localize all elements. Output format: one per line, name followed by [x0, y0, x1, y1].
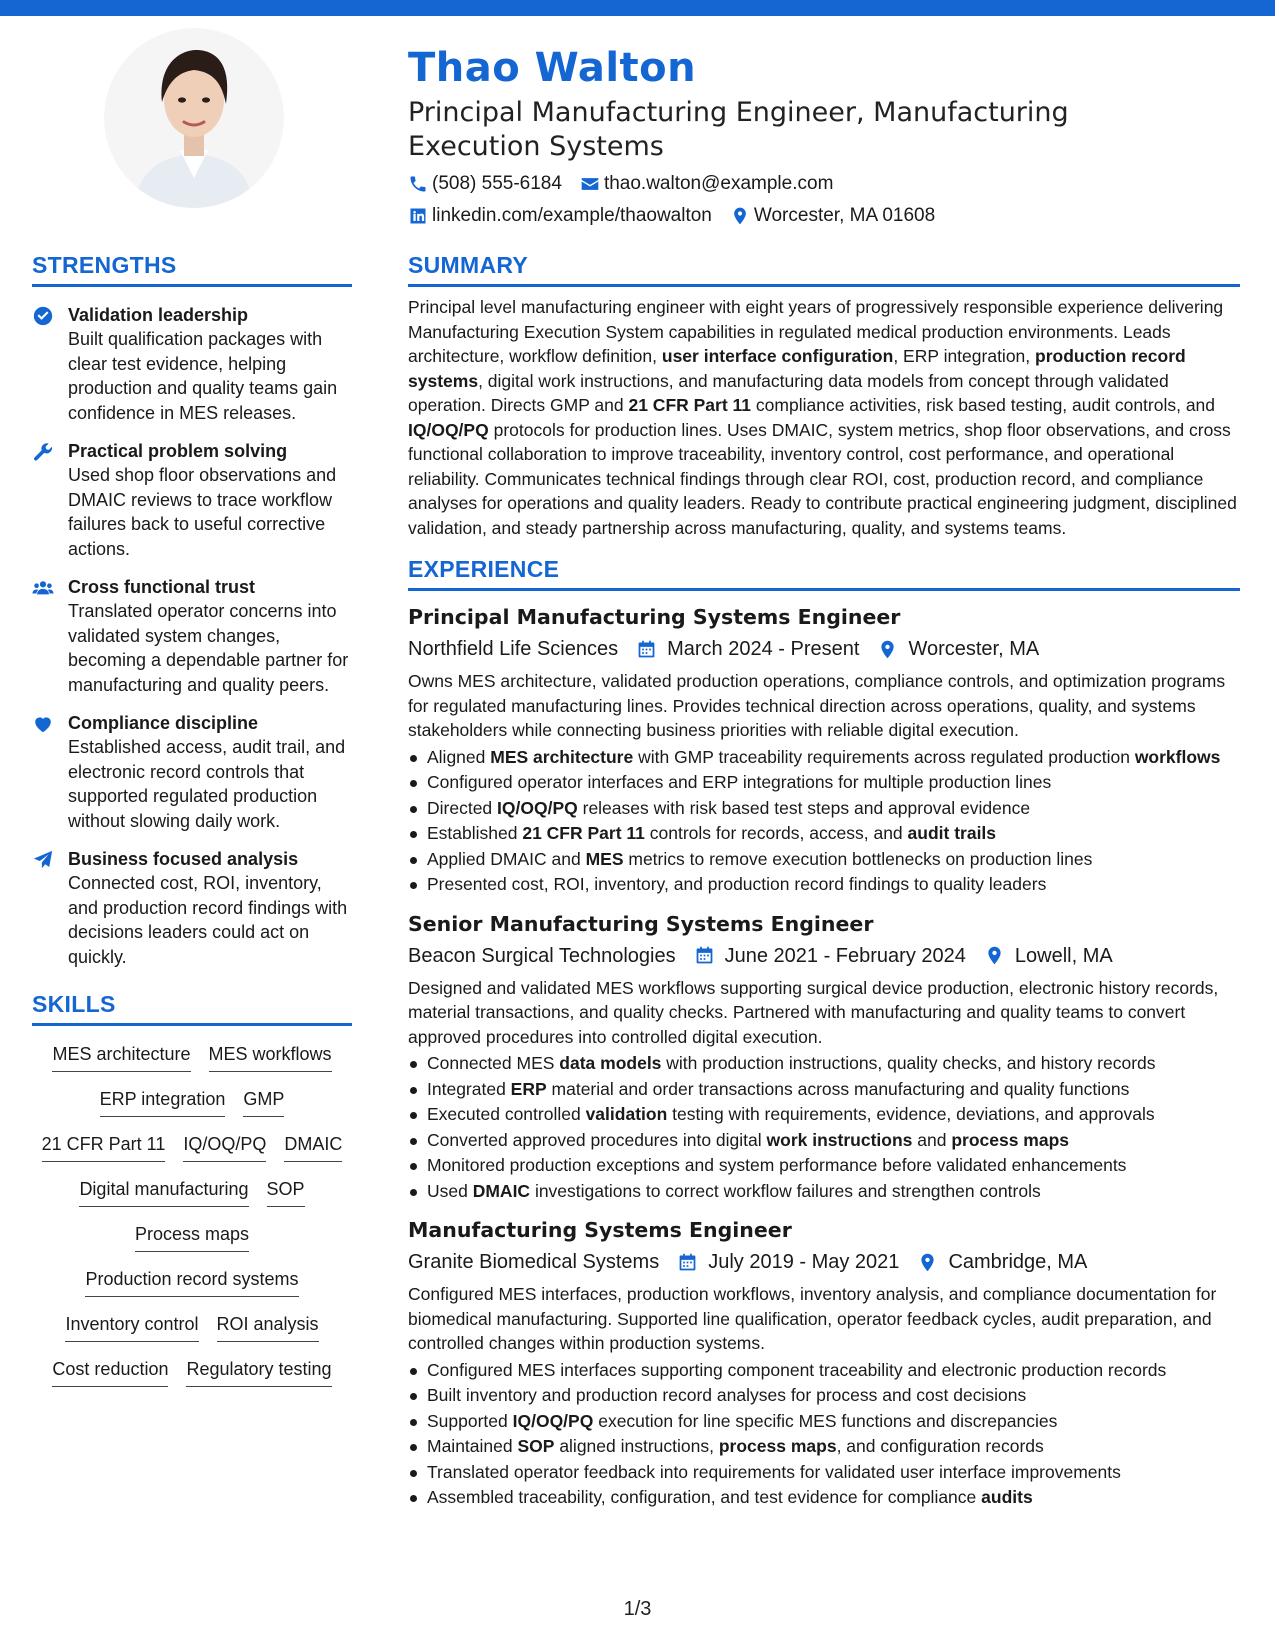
strength-item — [32, 303, 352, 425]
envelope-icon — [580, 174, 600, 194]
bullet-item — [408, 1358, 1240, 1384]
text-segment: Applied DMAIC and — [427, 848, 586, 869]
text-segment: investigations to correct workflow failures and strengthen controls — [530, 1180, 1041, 1201]
strength-title: Cross functional trust — [68, 577, 256, 597]
bullet-item — [408, 847, 1240, 873]
strength-body — [68, 439, 352, 561]
bold-text: production record systems — [408, 346, 1186, 391]
linkedin-contact[interactable] — [408, 205, 712, 227]
strength-title: Business focused analysis — [68, 849, 299, 869]
strength-icon-wrap — [32, 575, 68, 697]
text-segment: controls for records, access, and — [644, 823, 908, 843]
check-circle-icon — [32, 305, 54, 327]
strength-body — [68, 575, 352, 697]
text-segment: execution for line specific MES functions and discrepancies — [593, 1410, 1058, 1431]
strength-title: Compliance discipline — [68, 713, 259, 733]
bold-text: ERP — [510, 1078, 547, 1099]
strengths-list — [32, 303, 352, 969]
skill-tag: Regulatory testing — [186, 1355, 331, 1387]
bold-text: DMAIC — [472, 1180, 531, 1201]
strength-description: Used shop floor observations and DMAIC reviews to trace workflow failures back to useful corrective actions. — [68, 465, 337, 559]
text-segment: Directed — [427, 797, 498, 818]
text-segment: Supported — [427, 1410, 513, 1431]
job-dates — [694, 942, 966, 970]
bullet-item — [408, 1434, 1240, 1460]
text-segment: , ERP integration, — [893, 346, 1036, 366]
email-text: thao.walton@example.com — [603, 173, 834, 194]
strength-icon-wrap — [32, 439, 68, 561]
strength-icon-wrap — [32, 847, 68, 969]
text-segment: Integrated — [427, 1078, 511, 1099]
text-segment: Used — [427, 1180, 473, 1201]
text-segment: Executed controlled — [427, 1104, 586, 1124]
right-column — [408, 250, 1240, 1511]
strength-title: Validation leadership — [68, 305, 249, 325]
experience-list — [408, 603, 1240, 1511]
bold-text: validation — [585, 1104, 668, 1124]
strength-body — [68, 847, 352, 969]
strengths-heading: STRENGTHS — [32, 250, 352, 287]
text-segment: Assembled traceability, configuration, and test evidence for compliance — [427, 1487, 982, 1507]
job-company: Beacon Surgical Technologies — [408, 944, 676, 967]
page-indicator: 1/3 — [623, 1598, 652, 1620]
phone-text: (508) 555-6184 — [432, 173, 562, 194]
skill-tag: IQ/OQ/PQ — [183, 1130, 266, 1162]
job-dates — [677, 1248, 899, 1276]
calendar-icon — [636, 639, 657, 660]
text-segment: , and configuration records — [836, 1436, 1044, 1456]
bold-text: user interface configuration — [661, 346, 894, 366]
skill-tag: ERP integration — [100, 1085, 226, 1117]
map-pin-icon — [877, 639, 898, 660]
text-segment: testing with requirements, evidence, deviations, and approvals — [667, 1104, 1155, 1124]
resume-header — [408, 42, 1238, 228]
candidate-name: Thao Walton — [408, 45, 697, 91]
text-segment: metrics to remove execution bottlenecks on production lines — [623, 848, 1093, 869]
bold-text: work instructions — [766, 1129, 913, 1150]
text-segment: Aligned — [427, 746, 491, 767]
job-location-text: Worcester, MA — [908, 638, 1040, 660]
bold-text: workflows — [1134, 746, 1221, 767]
skill-tag: SOP — [267, 1175, 305, 1207]
skill-tag: MES architecture — [52, 1040, 190, 1072]
candidate-title: Principal Manufacturing Engineer, Manufacturing Execution Systems — [408, 97, 1069, 162]
job-description: Owns MES architecture, validated production operations, compliance controls, and optimization programs for regulated manufacturing lines. Provides technical direction across operations, quality, and systems stakeholders while connecting business priorities with reliable digital execution. — [408, 671, 1226, 740]
skill-tag: GMP — [243, 1085, 284, 1117]
bullet-item — [408, 796, 1240, 822]
strength-body — [68, 303, 352, 425]
top-accent-bar — [0, 0, 1275, 16]
text-segment: protocols for production lines. Uses DMAIC, system metrics, shop floor observations, and cross functional collaboration to improve traceability, inventory control, cost performance, and operational reliability. Communicates technical findings through clear ROI, cost, production record, and compliance analyses for operations and quality leaders. Ready to contribute practical engineering judgment, disciplined validation, and steady partnership across manufacturing, quality, and systems teams. — [408, 419, 1237, 538]
bullet-item — [408, 770, 1240, 796]
text-segment: Translated operator feedback into requirements for validated user interface improvements — [427, 1461, 1121, 1482]
text-segment: Connected MES — [427, 1053, 560, 1073]
text-segment: with GMP traceability requirements across regulated production — [633, 746, 1135, 767]
skill-tag: Inventory control — [65, 1310, 198, 1342]
text-segment: Monitored production exceptions and system performance before validated enhancements — [427, 1155, 1127, 1175]
skill-row — [32, 1310, 352, 1355]
users-icon — [32, 577, 54, 599]
strength-title: Practical problem solving — [68, 441, 288, 461]
bullet-item — [408, 1128, 1240, 1154]
location-contact — [730, 205, 935, 227]
bold-text: audits — [981, 1487, 1033, 1507]
job-bullets — [408, 1051, 1240, 1204]
bullet-item — [408, 745, 1240, 771]
skill-row — [32, 1130, 352, 1175]
text-segment: Presented cost, ROI, inventory, and production record findings to quality leaders — [427, 874, 1047, 894]
skill-tag: Process maps — [135, 1220, 249, 1252]
bullet-item — [408, 1077, 1240, 1103]
portrait-illustration — [104, 28, 284, 208]
bold-text: IQ/OQ/PQ — [408, 419, 489, 440]
location-text: Worcester, MA 01608 — [753, 205, 936, 226]
bold-text: process maps — [718, 1436, 837, 1456]
text-segment: Established — [427, 823, 523, 843]
job-title: Principal Manufacturing Systems Engineer — [408, 605, 901, 629]
strength-item — [32, 575, 352, 697]
job-location-text: Lowell, MA — [1014, 944, 1113, 967]
skill-row — [32, 1220, 352, 1265]
job-company: Northfield Life Sciences — [408, 638, 619, 660]
job-dates-text: March 2024 - Present — [667, 638, 860, 660]
job-location-text: Cambridge, MA — [948, 1251, 1088, 1273]
bold-text: audit trails — [907, 823, 997, 843]
paper-plane-icon — [32, 849, 54, 871]
strength-description: Built qualification packages with clear test evidence, helping production and quality teams gain confidence in MES releases. — [68, 329, 338, 423]
linkedin-text: linkedin.com/example/thaowalton — [432, 205, 712, 226]
job-location — [984, 942, 1113, 970]
job-meta — [408, 942, 1240, 970]
skill-tag: 21 CFR Part 11 — [42, 1130, 166, 1162]
skills-heading: SKILLS — [32, 989, 352, 1026]
bold-text: 21 CFR Part 11 — [628, 395, 752, 415]
text-segment: Configured MES interfaces supporting component traceability and electronic production records — [427, 1359, 1167, 1380]
strength-item — [32, 439, 352, 561]
skill-row — [32, 1085, 352, 1130]
bullet-item — [408, 1051, 1240, 1077]
phone-contact[interactable] — [408, 173, 562, 195]
text-segment: aligned instructions, — [554, 1436, 719, 1456]
heart-icon — [32, 713, 54, 735]
experience-heading: EXPERIENCE — [408, 554, 1240, 591]
bold-text: SOP — [517, 1436, 555, 1456]
strength-description: Connected cost, ROI, inventory, and production record findings with decisions leaders could act on quickly. — [68, 873, 348, 967]
job-dates-text: July 2019 - May 2021 — [708, 1251, 900, 1273]
strength-icon-wrap — [32, 303, 68, 425]
text-segment: Configured operator interfaces and ERP integrations for multiple production lines — [427, 772, 1052, 792]
strength-body — [68, 711, 352, 833]
strength-icon-wrap — [32, 711, 68, 833]
bold-text: MES — [585, 848, 624, 869]
text-segment: and — [912, 1129, 952, 1150]
contact-row-1 — [408, 172, 1238, 196]
bold-text: process maps — [951, 1129, 1070, 1150]
bullet-item — [408, 1485, 1240, 1511]
skill-row — [32, 1265, 352, 1310]
bold-text: IQ/OQ/PQ — [497, 797, 578, 818]
text-segment: compliance activities, risk based testing, audit controls, and — [751, 395, 1216, 415]
bold-text: 21 CFR Part 11 — [522, 823, 645, 843]
wrench-icon — [32, 441, 54, 463]
job-title: Senior Manufacturing Systems Engineer — [408, 911, 874, 936]
skill-row — [32, 1355, 352, 1400]
text-segment: releases with risk based test steps and approval evidence — [577, 797, 1031, 818]
text-segment: Principal level manufacturing engineer with eight years of progressively responsible experience delivering Manufacturing Execution System capabilities in regulated medical production environments. Leads architecture, workflow definition, — [408, 297, 1224, 366]
map-pin-icon — [984, 945, 1005, 966]
job-company: Granite Biomedical Systems — [408, 1251, 660, 1273]
map-pin-icon — [730, 206, 750, 226]
strength-item — [32, 711, 352, 833]
skills-list — [32, 1040, 352, 1400]
experience-entry — [408, 1216, 1240, 1511]
bold-text: MES architecture — [490, 746, 634, 767]
text-segment: Converted approved procedures into digital — [427, 1129, 767, 1150]
text-segment: , digital work instructions, and manufacturing data models from concept through validated operation. Directs GMP and — [408, 370, 1169, 415]
strength-description: Established access, audit trail, and electronic record controls that supported regulated production without slowing daily work. — [68, 737, 346, 831]
job-description: Designed and validated MES workflows supporting surgical device production, electronic history records, material transactions, and quality checks. Partnered with manufacturing and quality teams to convert approved procedures into controlled digital execution. — [408, 977, 1219, 1047]
text-segment: Built inventory and production record analyses for process and cost decisions — [427, 1385, 1027, 1405]
bullet-item — [408, 1460, 1240, 1486]
text-segment: with production instructions, quality checks, and history records — [661, 1053, 1156, 1073]
summary-heading: SUMMARY — [408, 250, 1240, 287]
job-location — [877, 635, 1039, 663]
phone-icon — [408, 174, 428, 194]
job-dates — [636, 635, 859, 663]
skill-row — [32, 1040, 352, 1085]
bullet-item — [408, 1179, 1240, 1205]
strength-description: Translated operator concerns into validated system changes, becoming a dependable partner for manufacturing and quality peers. — [68, 601, 349, 695]
experience-entry — [408, 603, 1240, 898]
experience-entry — [408, 910, 1240, 1205]
left-column — [32, 250, 352, 1400]
text-segment: material and order transactions across manufacturing and quality functions — [546, 1078, 1130, 1099]
skill-tag: ROI analysis — [217, 1310, 319, 1342]
bullet-item — [408, 1409, 1240, 1435]
job-bullets — [408, 1358, 1240, 1511]
skill-tag: MES workflows — [209, 1040, 332, 1072]
calendar-icon — [694, 945, 715, 966]
bold-text: IQ/OQ/PQ — [512, 1410, 594, 1431]
job-meta — [408, 1248, 1240, 1276]
bullet-item — [408, 1383, 1240, 1409]
strength-item — [32, 847, 352, 969]
bullet-item — [408, 1102, 1240, 1128]
bullet-item — [408, 872, 1240, 898]
profile-photo — [104, 28, 284, 208]
contact-row-2 — [408, 204, 1238, 228]
calendar-icon — [677, 1252, 698, 1273]
job-description: Configured MES interfaces, production workflows, inventory analysis, and compliance documentation for biomedical manufacturing. Supported line qualification, operator feedback cycles, audit preparation, and controlled changes within production systems. — [408, 1284, 1217, 1353]
job-dates-text: June 2021 - February 2024 — [724, 944, 966, 967]
skill-tag: Cost reduction — [52, 1355, 168, 1387]
job-title: Manufacturing Systems Engineer — [408, 1218, 792, 1242]
skill-row — [32, 1175, 352, 1220]
bold-text: data models — [559, 1053, 662, 1073]
text-segment: Maintained — [427, 1436, 518, 1456]
email-contact[interactable] — [580, 173, 833, 195]
bullet-item — [408, 1153, 1240, 1179]
skill-tag: DMAIC — [284, 1130, 342, 1162]
job-location — [917, 1248, 1087, 1276]
map-pin-icon — [917, 1252, 938, 1273]
skill-tag: Digital manufacturing — [79, 1175, 248, 1207]
job-meta — [408, 635, 1240, 663]
job-bullets — [408, 745, 1240, 898]
linkedin-icon — [408, 206, 428, 226]
summary-text — [408, 295, 1240, 540]
skill-tag: Production record systems — [85, 1265, 298, 1297]
bullet-item — [408, 821, 1240, 847]
